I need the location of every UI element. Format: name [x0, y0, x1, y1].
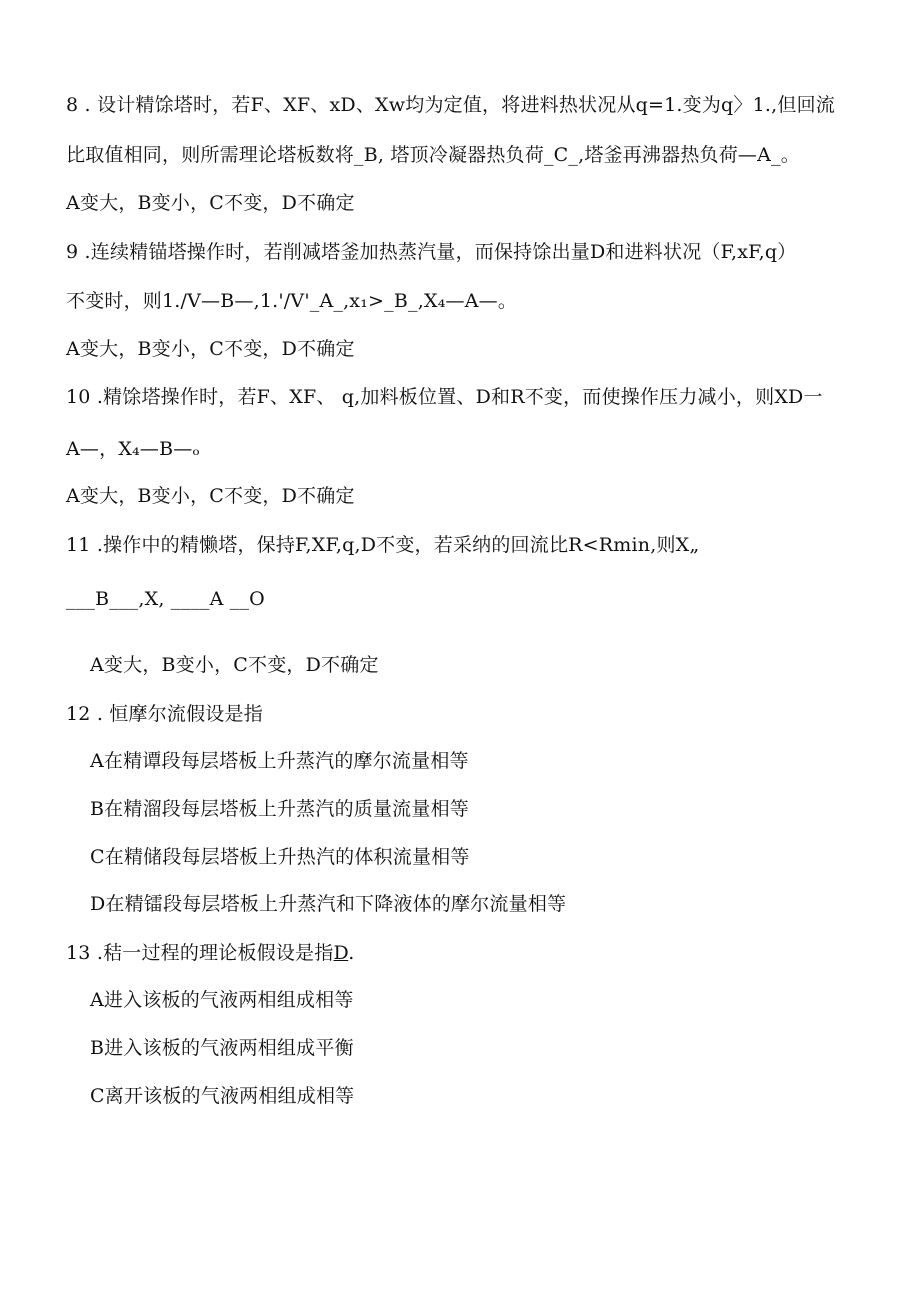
- q11-line-2: ___B___,X, ____A __O: [66, 588, 265, 610]
- q9-line-2: 不变时，则1./V—B—,1.'/V'_A_,x₁>_B_,X₄—A—。: [66, 290, 518, 312]
- q12-option-b: B在精溜段每层塔板上升蒸汽的质量流量相等: [90, 798, 469, 820]
- q12-option-c: C在精储段每层塔板上升热汽的体积流量相等: [90, 846, 470, 868]
- q9-options: A变大，B变小，C不变，D不确定: [66, 338, 355, 360]
- q12-option-d: D在精镭段每层塔板上升蒸汽和下降液体的摩尔流量相等: [90, 893, 567, 915]
- q13-stem: [66, 940, 354, 966]
- q13-option-b: B进入该板的气液两相组成平衡: [90, 1037, 354, 1059]
- q8-options: A变大，B变小，C不变，D不确定: [66, 192, 355, 214]
- q12-option-a: A在精谭段每层塔板上升蒸汽的摩尔流量相等: [90, 750, 469, 772]
- q11-line-1: 11 .操作中的精懒塔，保持F,XF,q,D不变，若采纳的回流比R<Rmin,则X„: [66, 534, 700, 556]
- q8-line-2: 比取值相同，则所需理论塔板数将_B, 塔顶冷凝器热负荷_C_,塔釜再沸器热负荷—A_。: [66, 144, 800, 166]
- q10-line-2: A—，X₄—B—ₒ: [66, 438, 200, 460]
- q8-line-1: 8 . 设计精馀塔时，若F、XF、xD、Xw均为定值，将进料热状况从q=1.变为q〉1.,但回流: [66, 94, 835, 116]
- q10-options: A变大，B变小，C不变，D不确定: [66, 485, 355, 507]
- q12-stem: 12 . 恒摩尔流假设是指: [66, 703, 263, 725]
- q13-option-a: A进入该板的气液两相组成相等: [90, 989, 354, 1011]
- q11-options: A变大，B变小，C不变，D不确定: [90, 654, 379, 676]
- q13-answer: D: [333, 942, 349, 964]
- q9-line-1: 9 .连续精锚塔操作时，若削减塔釜加热蒸汽量，而保持馀出量D和进料状况（F,xF,q）: [66, 241, 797, 263]
- q13-stem-end: .: [348, 942, 355, 964]
- q13-stem-text: 13 .秸一过程的理论板假设是指: [66, 942, 334, 964]
- q13-option-c: C离开该板的气液两相组成相等: [90, 1085, 355, 1107]
- q10-line-1: 10 .精馀塔操作时，若F、XF、 q,加料板位置、D和R不变，而使操作压力减小，则XD一: [66, 386, 823, 408]
